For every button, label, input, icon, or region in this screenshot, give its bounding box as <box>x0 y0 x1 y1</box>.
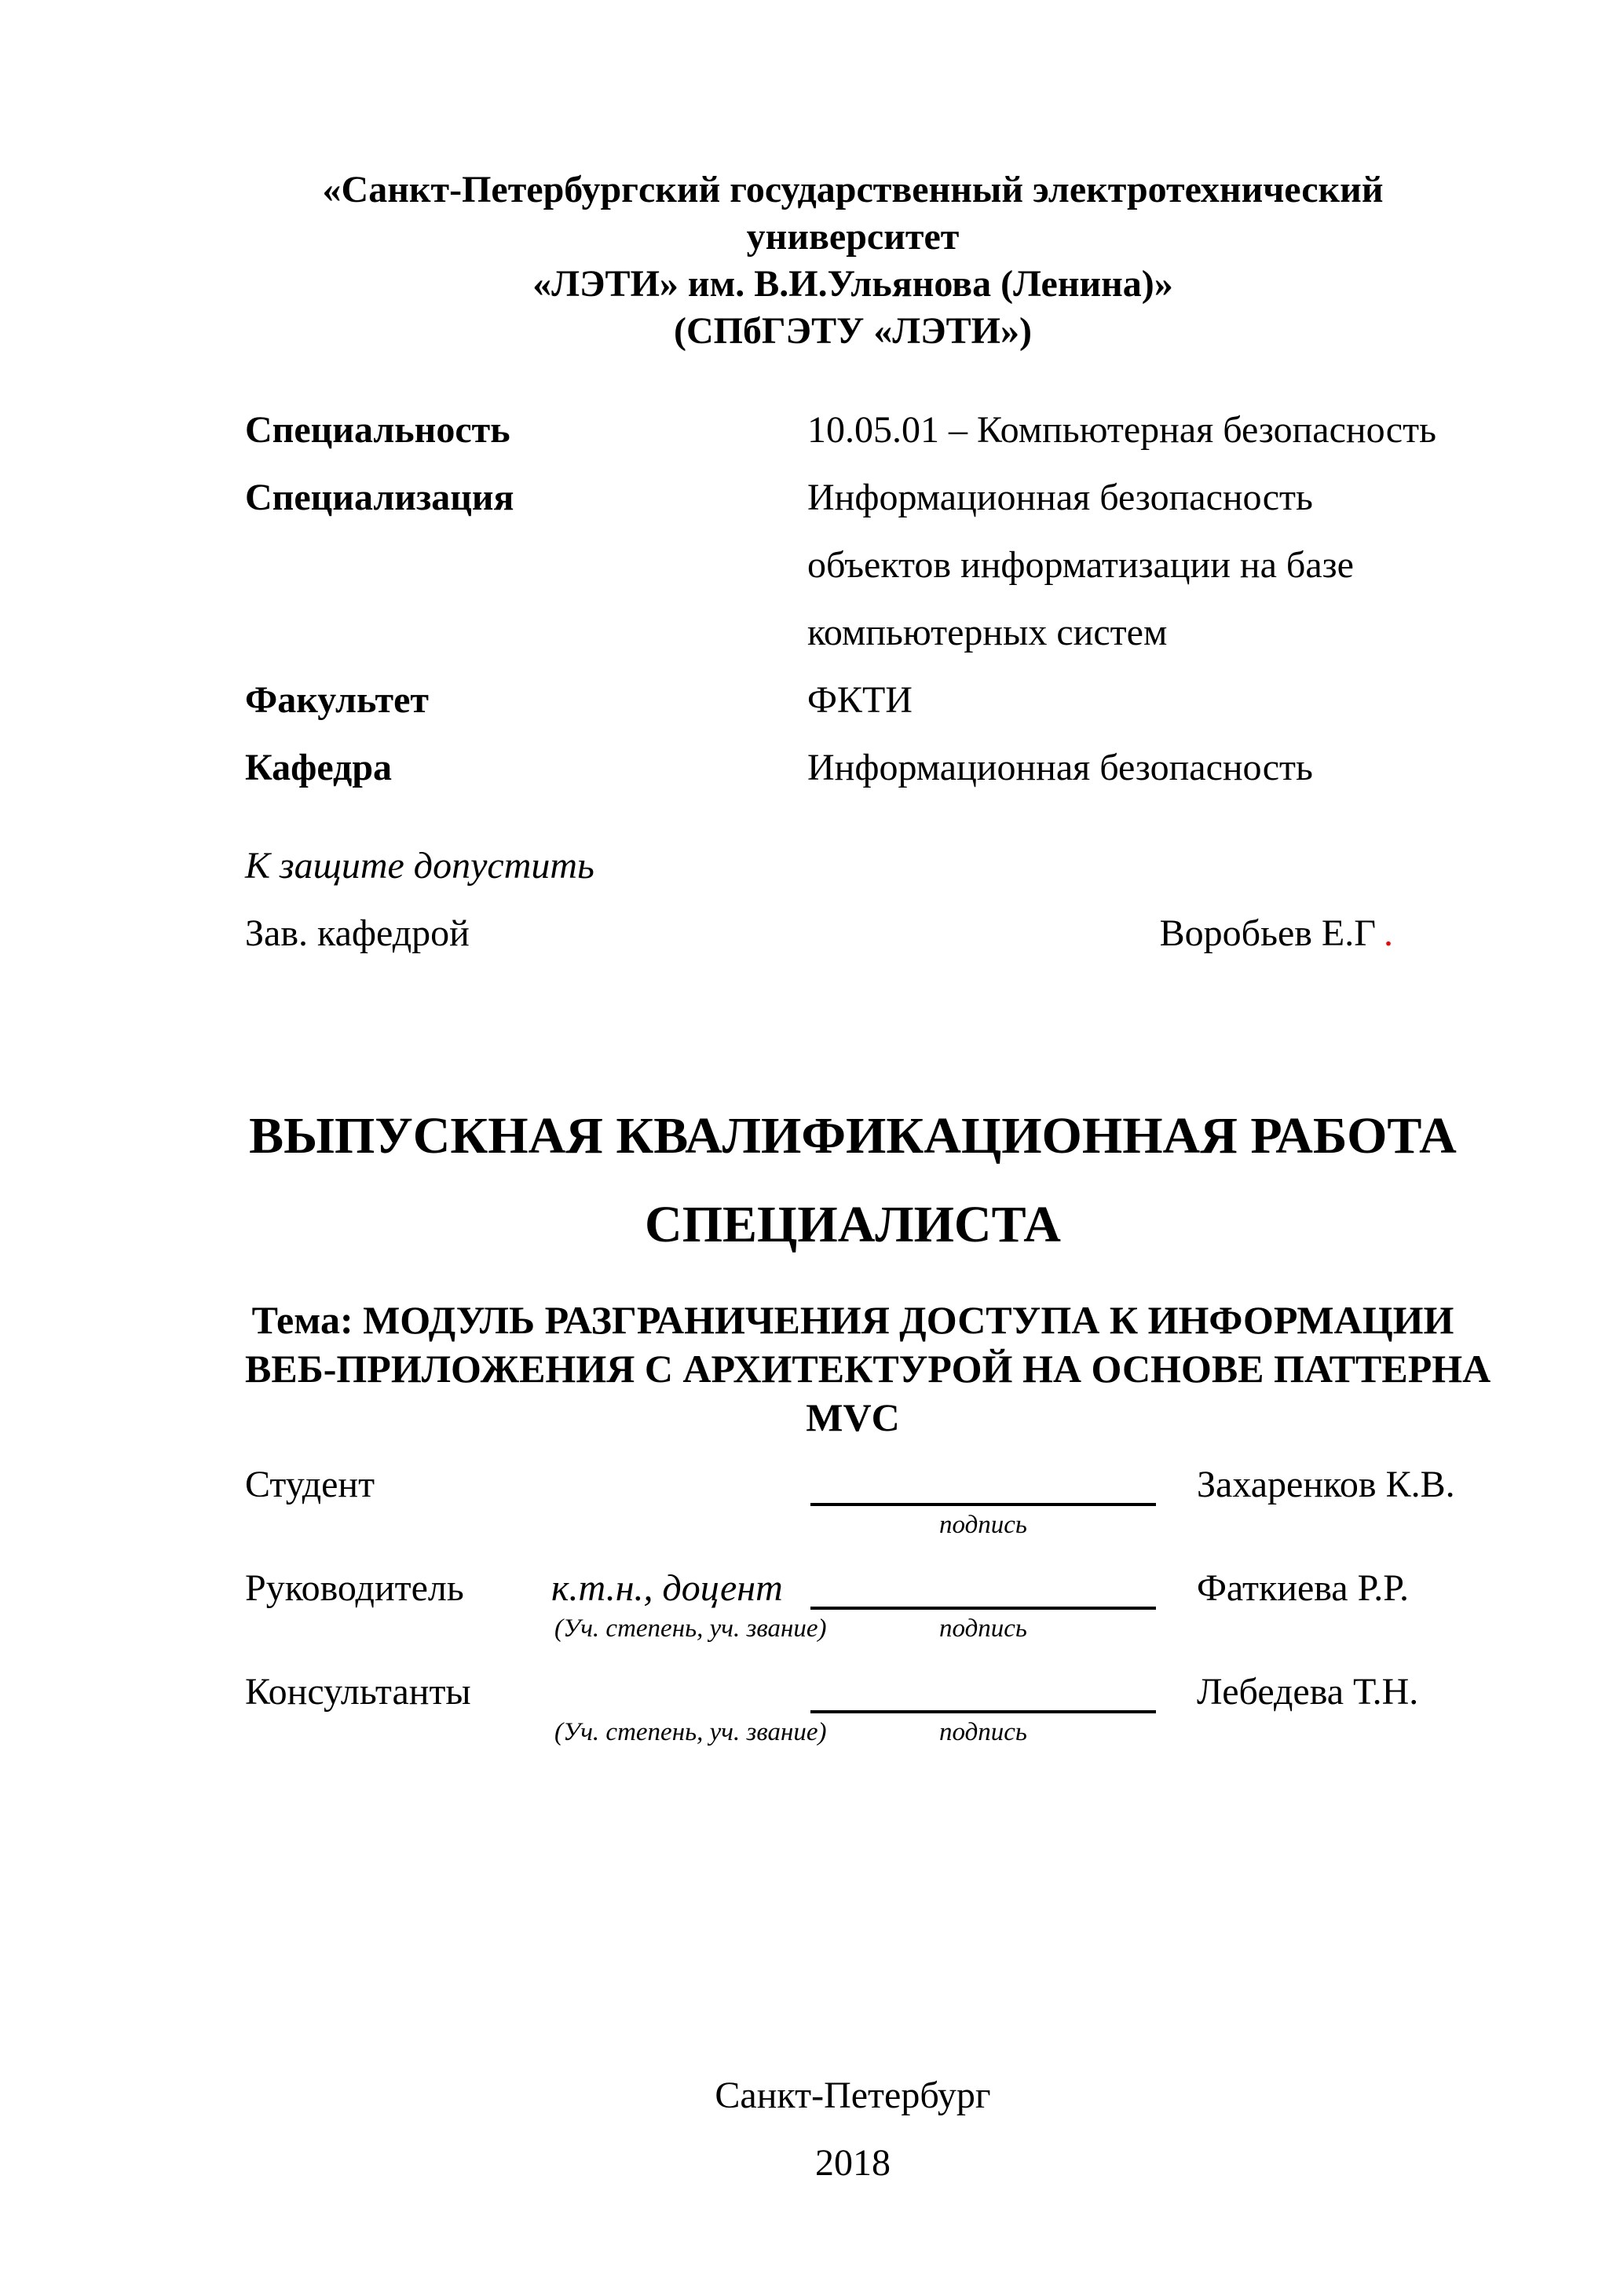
role-label-consultants: Консультанты <box>245 1671 471 1713</box>
department-head-name-red-period: . <box>1384 912 1393 954</box>
signature-row-consultants <box>245 1665 1461 1749</box>
signature-row-student <box>245 1457 1461 1542</box>
department-head-row <box>245 900 1461 967</box>
admission-block <box>245 832 1461 967</box>
admission-permit-line: К защите допустить <box>245 845 594 887</box>
field-label-faculty: Факультет <box>245 679 429 721</box>
qualification-student <box>551 1457 810 1506</box>
signature-line-cell-supervisor <box>810 1561 1156 1610</box>
field-value-specialization: Информационная безопасность объектов информатизации на базе компьютерных систем <box>807 477 1354 653</box>
work-title-line-2: СПЕЦИАЛИСТА <box>645 1196 1061 1253</box>
university-header-line-2: «ЛЭТИ» им. В.И.Ульянова (Ленина)» <box>532 263 1173 305</box>
department-head-name <box>1160 900 1393 967</box>
footer <box>245 2062 1461 2197</box>
university-header <box>245 166 1461 355</box>
signature-block <box>245 1457 1461 1749</box>
field-label-department: Кафедра <box>245 747 393 788</box>
field-value-department: Информационная безопасность <box>807 747 1313 788</box>
thesis-theme-line-2: ВЕБ-ПРИЛОЖЕНИЯ С АРХИТЕКТУРОЙ НА ОСНОВЕ ПАТТЕРНА <box>245 1347 1491 1391</box>
qualification-hint-supervisor: (Уч. степень, уч. звание) <box>554 1614 827 1643</box>
footer-year: 2018 <box>815 2142 891 2184</box>
department-head-label: Зав. кафедрой <box>245 912 470 954</box>
thesis-theme <box>245 1296 1491 1442</box>
university-header-line-3: (СПбГЭТУ «ЛЭТИ») <box>674 310 1032 352</box>
program-fields <box>245 397 1461 802</box>
thesis-theme-line-3: MVC <box>806 1395 900 1439</box>
qualification-supervisor: к.т.н., доцент <box>551 1567 783 1609</box>
field-value-specialty: 10.05.01 – Компьютерная безопасность <box>807 409 1436 451</box>
thesis-theme-line-1: Тема: МОДУЛЬ РАЗГРАНИЧЕНИЯ ДОСТУПА К ИНФОРМАЦИИ <box>251 1298 1454 1342</box>
signatory-name-student: Захаренков К.В. <box>1197 1464 1455 1505</box>
role-label-supervisor: Руководитель <box>245 1567 464 1609</box>
signature-row-supervisor <box>245 1561 1461 1646</box>
work-title <box>245 1091 1461 1269</box>
field-label-specialization: Специализация <box>245 477 514 518</box>
signature-line-cell-student <box>810 1457 1156 1506</box>
work-title-line-1: ВЫПУСКНАЯ КВАЛИФИКАЦИОННАЯ РАБОТА <box>249 1107 1457 1164</box>
signature-hint-consultants: подпись <box>939 1718 1027 1746</box>
signature-hint-student: подпись <box>939 1511 1027 1539</box>
field-label-specialty: Специальность <box>245 409 510 451</box>
qualification-hint-student <box>551 1506 810 1542</box>
signature-line-cell-consultants <box>810 1665 1156 1713</box>
signatory-name-consultants: Лебедева Т.Н. <box>1197 1671 1419 1713</box>
qualification-consultants <box>551 1665 810 1713</box>
role-label-student: Студент <box>245 1464 375 1505</box>
footer-city: Санкт-Петербург <box>715 2075 991 2116</box>
signatory-name-supervisor: Фаткиева Р.Р. <box>1197 1567 1409 1609</box>
qualification-hint-consultants: (Уч. степень, уч. звание) <box>554 1718 827 1746</box>
signature-hint-supervisor: подпись <box>939 1614 1027 1643</box>
field-value-faculty: ФКТИ <box>807 679 913 721</box>
university-header-line-1: «Санкт-Петербургский государственный электротехнический университет <box>322 169 1384 258</box>
department-head-name-text: Воробьев Е.Г <box>1159 912 1376 954</box>
